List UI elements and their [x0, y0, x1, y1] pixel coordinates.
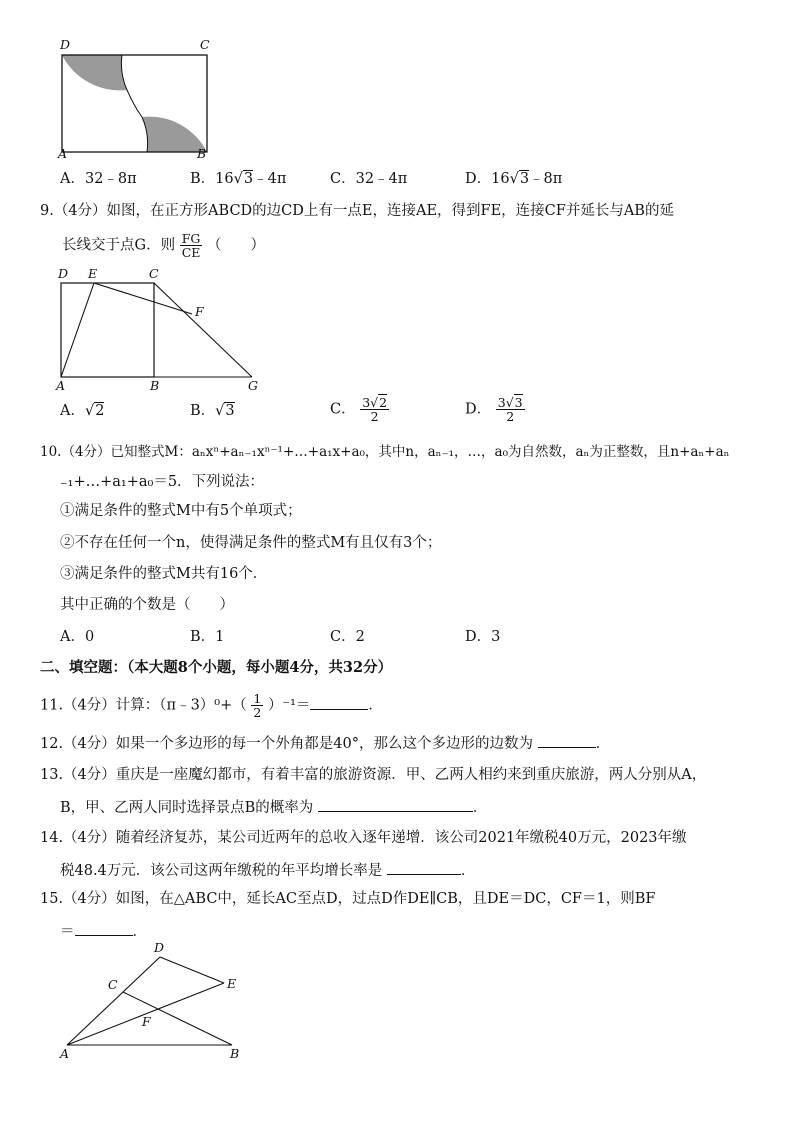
q15-label-d: D [154, 942, 165, 955]
q9-option-d: D． $\frac{3√3}{2}$ [465, 395, 523, 424]
q8-option-b: B．16√3﹣4π [190, 171, 287, 187]
q9-option-a: A．√2 [60, 403, 105, 419]
q9-fraction-num: FG [180, 232, 203, 246]
q12-text: 12.（4分）如果一个多边形的每一个外角都是40°，那么这个多边形的边数为 [40, 736, 533, 752]
q9-option-b-radicand: 3 [225, 403, 235, 419]
q9-label-g: G [248, 378, 258, 393]
q10-question: 其中正确的个数是（ ） [60, 597, 234, 613]
q15-line2: ＝ ． [60, 921, 147, 941]
q11-answer-blank[interactable] [310, 695, 368, 710]
q9-label-f: F [195, 304, 204, 319]
q8-option-d-prefix: D．16 [465, 171, 510, 187]
q9-option-c-fraction: $\frac{3√2}{2}$ [362, 395, 388, 424]
q9-fraction-den: CE [181, 245, 201, 260]
q15-line2-text: ＝ [60, 924, 75, 940]
q8-option-b-radicand: 3 [243, 171, 254, 187]
q14-line2: 税48.4万元．该公司这两年缴税的年平均增长率是 ． [60, 860, 475, 880]
q8-label-a: A [58, 146, 68, 161]
q9-segment-ae [61, 283, 94, 377]
q9-line1: 9.（4分）如图，在正方形ABCD的边CD上有一点E，连接AE，得到FE，连接CF并延长与AB的延 [40, 203, 674, 219]
q9-option-d-fraction: $\frac{3√3}{2}$ [497, 395, 523, 424]
q8-option-d-suffix: ﹣8π [529, 171, 563, 187]
q9-segment-cg [154, 283, 252, 377]
q15-line1: 15.（4分）如图，在△ABC中，延长AC至点D，过点D作DE∥CB，且DE＝DC，CF＝1，则BF [40, 891, 656, 907]
q14-answer-blank[interactable] [387, 860, 461, 875]
q10-line2: ₋₁+…+a₁+a₀＝5．下列说法： [60, 474, 265, 490]
q9-label-d: D [58, 266, 69, 281]
q9-line2-suffix: （ ） [207, 237, 266, 254]
q15-segment-de [160, 957, 224, 983]
q15-segment-cb [123, 992, 232, 1045]
q8-option-d: D．16√3﹣8π [465, 171, 563, 187]
q10-item3: ③满足条件的整式M共有16个． [60, 566, 268, 582]
q8-shaded-left [62, 55, 127, 90]
q13-answer-blank[interactable] [318, 797, 473, 812]
q9-segment-ef [94, 283, 192, 314]
q9-label-a: A [56, 378, 66, 393]
q9-label-c: C [149, 266, 159, 281]
q9-label-b: B [150, 378, 160, 393]
q12-line: 12.（4分）如果一个多边形的每一个外角都是40°，那么这个多边形的边数为 ． [40, 733, 610, 753]
q10-option-a: A．0 [60, 629, 95, 645]
q8-figure [50, 36, 220, 166]
q15-answer-blank[interactable] [75, 921, 133, 936]
q10-option-d: D．3 [465, 629, 501, 645]
q11-prefix: 11.（4分）计算：（π﹣3）⁰+（ [40, 697, 247, 714]
q11-suffix: ）⁻¹＝ [267, 697, 311, 714]
q15-segment-ad [67, 957, 160, 1045]
q8-option-b-suffix: ﹣4π [253, 171, 287, 187]
q15-label-c: C [108, 977, 118, 992]
q8-label-b: B [197, 146, 207, 161]
q15-label-f: F [142, 1014, 151, 1029]
q13-line2-text: B，甲、乙两人同时选择景点B的概率为 [60, 800, 314, 816]
q13-line1: 13.（4分）重庆是一座魔幻都市，有着丰富的旅游资源．甲、乙两人相约来到重庆旅游，两人分别从A， [40, 767, 707, 783]
q9-line2-prefix: 长线交于点G．则 [62, 237, 176, 254]
q11-line: 11.（4分）计算：（π﹣3）⁰+（ $\frac{1}{2}$ ）⁻¹＝ ． [40, 691, 383, 720]
q8-option-b-prefix: B．16 [190, 171, 234, 187]
q10-option-b: B．1 [190, 629, 225, 645]
q8-arc-dc [121, 55, 147, 152]
q14-line2-text: 税48.4万元．该公司这两年缴税的年平均增长率是 [60, 863, 383, 879]
q10-item2: ②不存在任何一个n，使得满足条件的整式M有且仅有3个； [60, 535, 442, 551]
q9-fraction [180, 232, 203, 259]
q15-label-b: B [230, 1046, 240, 1061]
q9-option-c: C． $\frac{3√2}{2}$ [330, 395, 388, 424]
q9-option-a-radicand: 2 [95, 403, 105, 419]
q8-option-d-radicand: 3 [519, 171, 530, 187]
q10-option-c: C．2 [330, 629, 365, 645]
q9-label-e: E [88, 266, 98, 281]
section-2-heading: 二、填空题：（本大题8个小题，每小题4分，共32分） [40, 659, 393, 676]
q15-label-e: E [227, 976, 237, 991]
q15-label-a: A [60, 1046, 70, 1061]
q8-option-c: C．32﹣4π [330, 171, 408, 187]
q8-label-c: C [200, 37, 210, 52]
q14-line1: 14.（4分）随着经济复苏，某公司近两年的总收入逐年递增．该公司2021年缴税40万元，2023年缴 [40, 830, 687, 846]
q15-figure [52, 942, 252, 1062]
q13-line2: B，甲、乙两人同时选择景点B的概率为 ． [60, 797, 487, 817]
q8-label-d: D [60, 37, 71, 52]
q10-item1: ①满足条件的整式M中有5个单项式； [60, 503, 302, 519]
q8-option-a: A．32﹣8π [60, 171, 137, 187]
q9-option-b: B．√3 [190, 403, 235, 419]
q10-line1: 10.（4分）已知整式M：aₙxⁿ+aₙ₋₁xⁿ⁻¹+…+a₁x+a₀，其中n，aₙ₋₁，…，a₀为自然数，aₙ为正整数，且n+aₙ+aₙ [40, 444, 730, 460]
q11-fraction: $\frac{1}{2}$ [253, 691, 262, 720]
q9-figure [50, 262, 270, 394]
q12-answer-blank[interactable] [538, 733, 596, 748]
q9-line2 [62, 232, 265, 259]
